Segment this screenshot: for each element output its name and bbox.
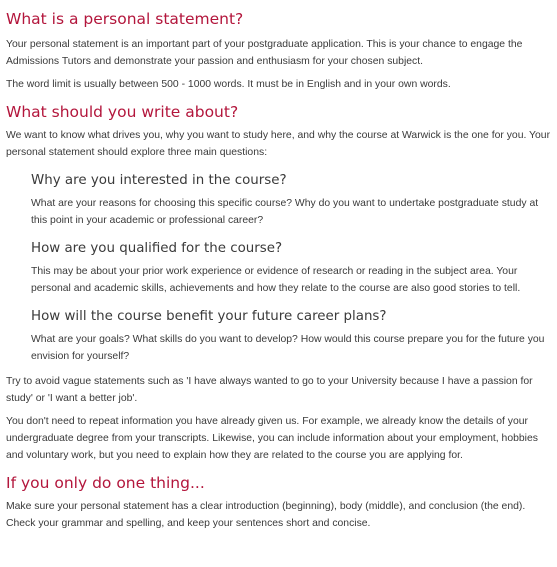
question-3-heading: How will the course benefit your future career plans?: [31, 309, 387, 324]
avoid-vague-paragraph: Try to avoid vague statements such as 'I have always wanted to go to your University because I have a passion for study' or 'I want a better job'.: [6, 376, 533, 404]
question-1-text: What are your reasons for choosing this specific course? Why do you want to undertake postgraduate study at this point in your academic or professional career?: [31, 198, 539, 226]
question-3-text: What are your goals? What skills do you want to develop? How would this course prepare you for the future you envision for yourself?: [31, 334, 545, 362]
question-1-heading: Why are you interested in the course?: [31, 173, 287, 188]
heading-one-thing: If you only do one thing...: [6, 474, 205, 492]
what-is-paragraph-2: The word limit is usually between 500 - 1000 words. It must be in English and in your own words.: [6, 79, 451, 90]
dont-repeat-paragraph: You don't need to repeat information you have already given us. For example, we already know the details of your undergraduate degree from your transcripts. Likewise, you can include information about your employment, hobbies and voluntary work, but you need to explain how they are related to the course you are applying for.: [6, 416, 538, 461]
one-thing-paragraph: Make sure your personal statement has a clear introduction (beginning), body (middle), and conclusion (the end). Check your grammar and spelling, and keep your sentences short and concise.: [6, 501, 526, 529]
heading-what-is-personal-statement: What is a personal statement?: [6, 10, 244, 28]
question-2-text: This may be about your prior work experience or evidence of research or reading in the subject area. Your personal and academic skills, achievements and how they relate to the course are also good stories to tell.: [31, 266, 521, 294]
questions-block: [6, 171, 551, 365]
what-write-intro: We want to know what drives you, why you want to study here, and why the course at Warwick is the one for you. Your personal statement should explore three main questions:: [6, 130, 551, 158]
question-2-heading: How are you qualified for the course?: [31, 241, 283, 256]
heading-what-should-you-write: What should you write about?: [6, 103, 239, 121]
what-is-paragraph-1: Your personal statement is an important part of your postgraduate application. This is your chance to engage the Admissions Tutors and demonstrate your passion and enthusiasm for your chosen subject.: [6, 39, 523, 67]
